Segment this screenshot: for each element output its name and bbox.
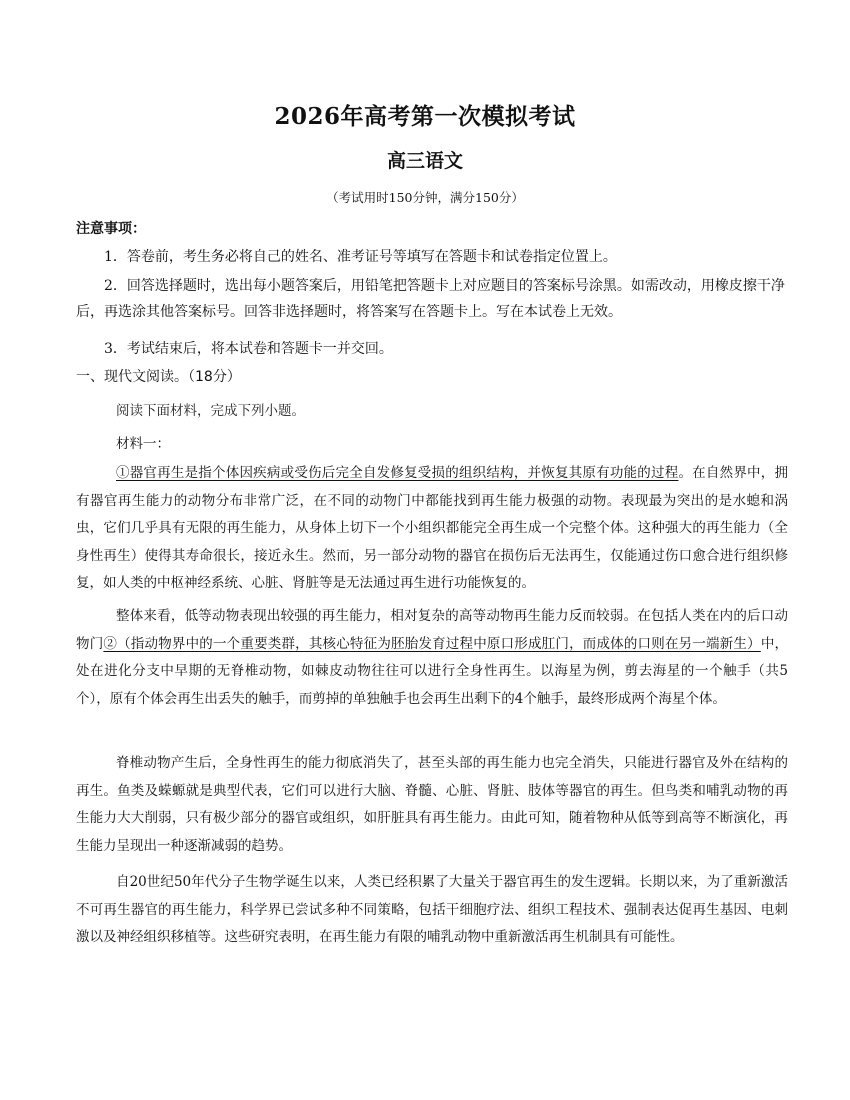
exam-title: 2026年高考第一次模拟考试: [274, 103, 576, 130]
paragraph-2-text-b: 中，处在进化分支中早期的无脊椎动物，如棘皮动物往往可以进行全身性再生。以海星为例，剪去海星的一个触手（共5个），原有个体会再生出丢失的触手，而剪掉的单独触手也会再生出剩下的4个触手，最终形成两个海星个体。: [76, 635, 789, 707]
paragraph-2-text-a: 整体来看，低等动物表现出较强的再生能力，相对复杂的高等动物再生能力反而较弱。在包括人类在内的后口动物门: [76, 608, 788, 652]
notice-item-1: 1．答卷前，考生务必将自己的姓名、准考证号等填写在答题卡和试卷指定位置上。: [104, 249, 617, 265]
passage-paragraph-1: [76, 460, 788, 598]
exam-subject: 高三语文: [386, 150, 463, 172]
material-label: 材料一：: [116, 436, 170, 452]
paragraph-1-text: 。在自然界中，拥有器官再生能力的动物分布非常广泛，在不同的动物门中都能找到再生能力极强的动物。表现最为突出的是水螅和涡虫，它们几乎具有无限的再生能力，从身体上切下一个小组织都能完全再生成一个完整个体。这种强大的再生能力（全身性再生）使得其寿命很长，接近永生。然而，另一部分动物的器官在损伤后无法再生，仅能通过伤口愈合进行组织修复，如人类的中枢神经系统、心脏、肾脏等是无法通过再生进行功能恢复的。: [76, 465, 788, 591]
passage-paragraph-3: 脊椎动物产生后，全身性再生的能力彻底消失了，甚至头部的再生能力也完全消失，只能进行器官及外在结构的再生。鱼类及蝾螈就是典型代表，它们可以进行大脑、脊髓、心脏、肾脏、肢体等器官的再生。但鸟类和哺乳动物的再生能力大大削弱，只有极少部分的器官或组织，如肝脏具有再生能力。由此可知，随着物种从低等到高等不断演化，再生能力呈现出一种逐渐减弱的趋势。: [76, 755, 788, 854]
notice-heading: 注意事项：: [76, 221, 146, 237]
exam-timing: （考试用时150分钟，满分150分）: [326, 190, 524, 205]
underlined-sentence-1: ①器官再生是指个体因疾病或受伤后完全自发修复受损的组织结构，并恢复其原有功能的过程: [116, 465, 679, 481]
underlined-note-2: ②（指动物界中的一个重要类群，其核心特征为胚胎发育过程中原口形成肛门，而成体的口则在另一端新生）: [103, 635, 761, 652]
notice-item-2: 2．回答选择题时，选出每小题答案后，用铅笔把答题卡上对应题目的答案标号涂黑。如需改动，用橡皮擦干净后，再选涂其他答案标号。回答非选择题时，将答案写在答题卡上。写在本试卷上无效。: [76, 278, 785, 320]
reading-instruction: 阅读下面材料，完成下列小题。: [116, 403, 305, 419]
passage-paragraph-2: [76, 603, 788, 713]
passage-paragraph-4: 自20世纪50年代分子生物学诞生以来，人类已经积累了大量关于器官再生的发生逻辑。长期以来，为了重新激活不可再生器官的再生能力，科学界已尝试多种不同策略，包括干细胞疗法、组织工程技术、强制表达促再生基因、电刺激以及神经组织移植等。这些研究表明，在再生能力有限的哺乳动物中重新激活再生机制具有可能性。: [76, 874, 788, 945]
notice-item-3: 3．考试结束后，将本试卷和答题卡一并交回。: [104, 341, 393, 357]
section-heading: 一、现代文阅读。（18分）: [76, 369, 241, 385]
